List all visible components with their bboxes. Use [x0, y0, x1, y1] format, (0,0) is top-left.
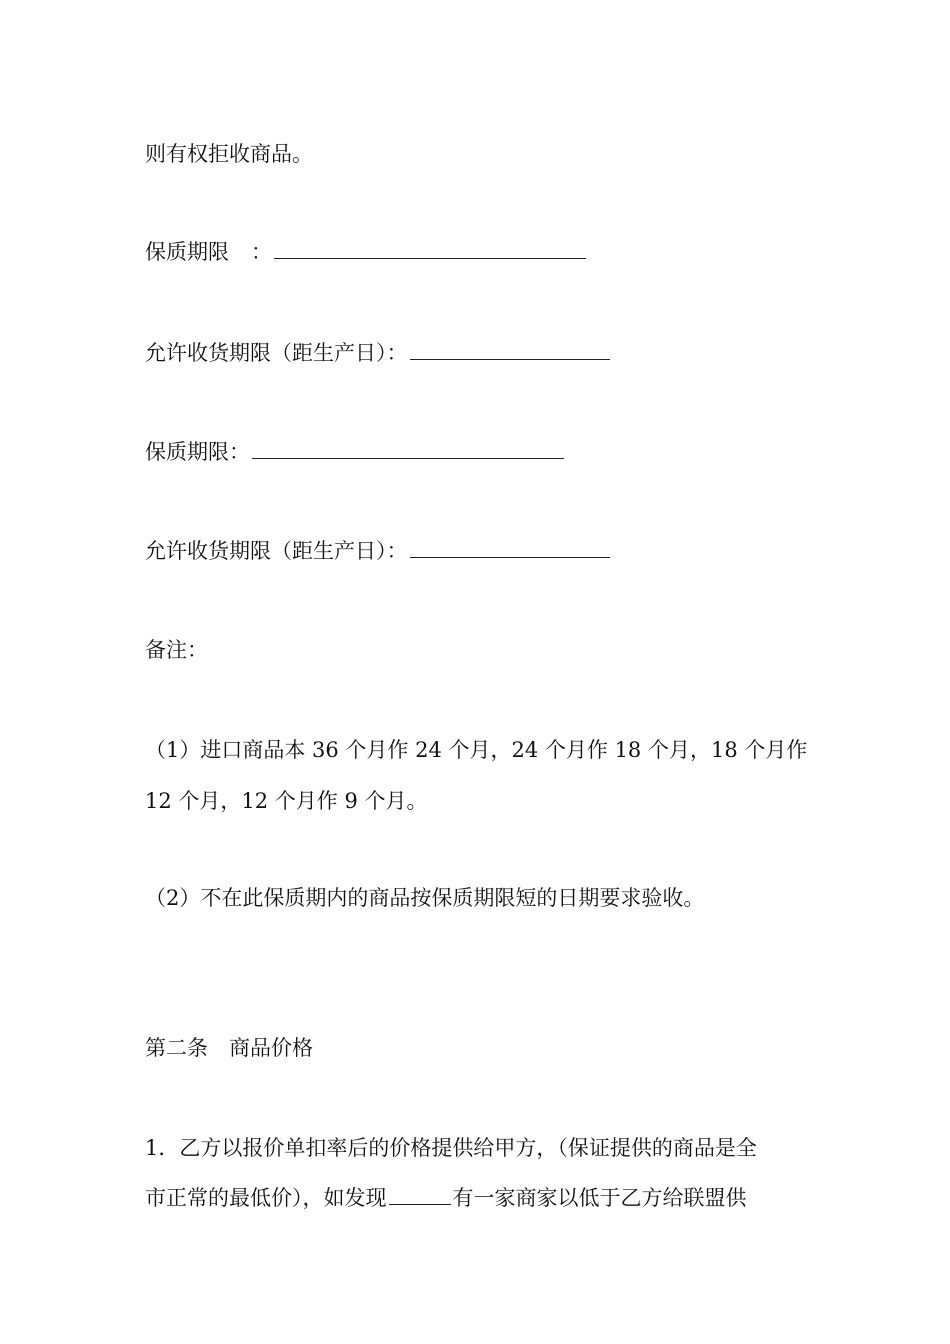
- receive-period-blank-line: [410, 539, 610, 558]
- remark-2: （2）不在此保质期内的商品按保质期限短的日期要求验收。: [145, 886, 705, 910]
- receive-period-field-1: [145, 339, 610, 367]
- shelf-life-colon: ：: [251, 240, 272, 264]
- receive-period-blank-line: [410, 341, 610, 360]
- shelf-life-field-1: [145, 238, 586, 266]
- remarks-heading: 备注：: [145, 638, 208, 662]
- clause-1-text-part-2: 有一家商家以低于乙方给联盟供: [452, 1186, 747, 1210]
- clause-blank-line: [389, 1186, 451, 1205]
- article-2-title: 第二条 商品价格: [145, 1036, 313, 1060]
- shelf-life-field-2: [145, 438, 564, 466]
- shelf-life-blank-line: [252, 440, 564, 459]
- receive-period-field-2: [145, 537, 610, 565]
- clause-1-text-part-1: 市正常的最低价），如发现: [145, 1186, 387, 1210]
- shelf-life-label: 保质期限：: [145, 440, 250, 464]
- remark-1-line-2: 12 个月，12 个月作 9 个月。: [145, 789, 428, 813]
- remark-1-line-1: （1）进口商品本 36 个月作 24 个月，24 个月作 18 个月，18 个月作: [145, 738, 808, 762]
- receive-period-label: 允许收货期限（距生产日）：: [145, 539, 408, 563]
- clause-1-line-1: 1．乙方以报价单扣率后的价格提供给甲方，（保证提供的商品是全: [145, 1136, 757, 1160]
- shelf-life-blank-line: [274, 240, 586, 259]
- shelf-life-label: 保质期限: [145, 240, 229, 264]
- clause-1-line-2: [145, 1184, 747, 1212]
- reject-goods-text: 则有权拒收商品。: [145, 142, 313, 166]
- receive-period-label: 允许收货期限（距生产日）：: [145, 341, 408, 365]
